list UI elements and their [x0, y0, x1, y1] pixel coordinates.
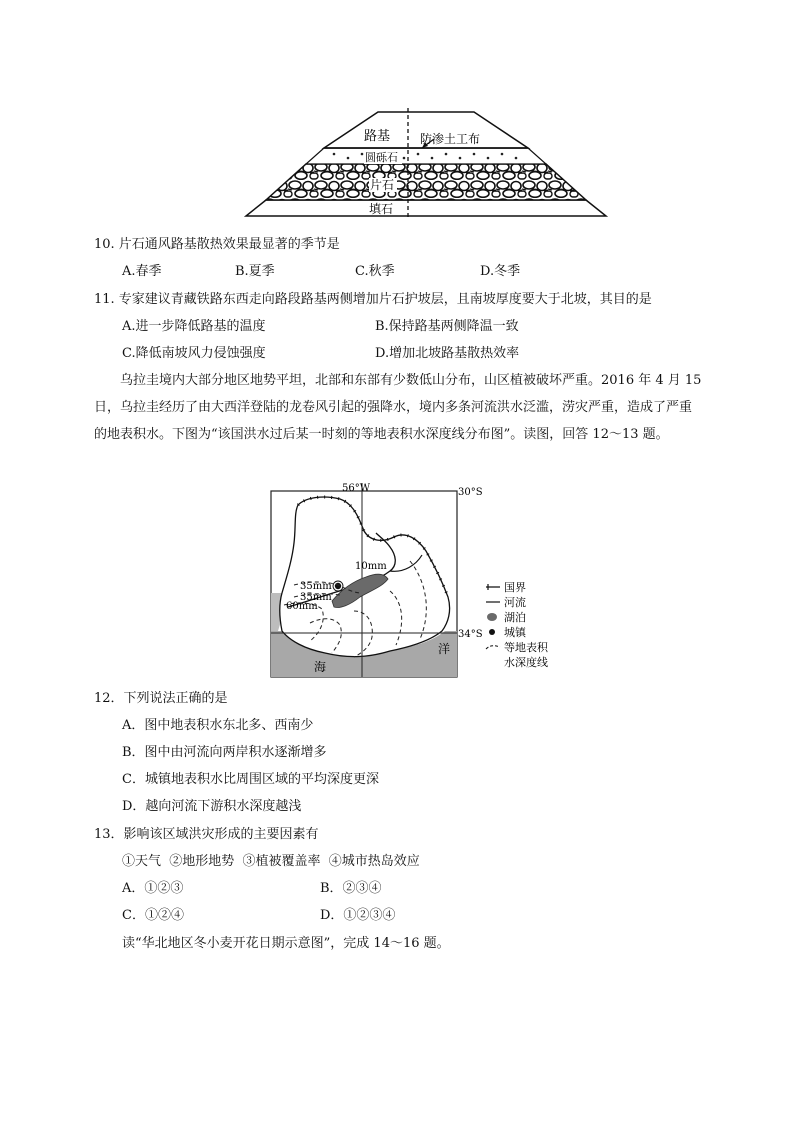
roadbed-label: 路基 — [364, 129, 391, 144]
map-legend — [486, 581, 549, 669]
q13-option-b[interactable]: B．②③④ — [320, 881, 382, 896]
legend-border: 国界 — [504, 581, 526, 594]
q13-option-a[interactable]: A．①②③ — [122, 881, 184, 896]
q11-stem: 11. 专家建议青藏铁路东西走向路段路基两侧增加片石护坡层，且南坡厚度要大于北坡，其目的是 — [94, 292, 652, 307]
legend-contour-2: 水深度线 — [504, 656, 548, 669]
stone-label: 片石 — [370, 178, 395, 192]
q12-stem: 12．下列说法正确的是 — [94, 691, 228, 706]
q12-option-c[interactable]: C．城镇地表积水比周围区域的平均深度更深 — [122, 772, 379, 787]
q13-factors: ①天气 ②地形地势 ③植被覆盖率 ④城市热岛效应 — [122, 854, 420, 869]
q11-option-a[interactable]: A.进一步降低路基的温度 — [122, 319, 266, 334]
contour-label-35a: 35mm — [300, 581, 332, 592]
q14-16-intro: 读“华北地区冬小麦开花日期示意图”，完成 14～16 题。 — [122, 936, 450, 951]
embankment-diagram — [236, 108, 616, 224]
q11-option-c[interactable]: C.降低南坡风力侵蚀强度 — [122, 346, 266, 361]
flood-map — [270, 481, 590, 679]
fill-label: 填石 — [369, 202, 394, 216]
legend-contour-1: 等地表积 — [504, 641, 548, 654]
q12-option-b[interactable]: B．图中由河流向两岸积水逐渐增多 — [122, 745, 327, 760]
legend-river: 河流 — [504, 596, 526, 609]
q13-option-c[interactable]: C．①②④ — [122, 908, 184, 923]
legend-lake: 湖泊 — [504, 611, 526, 624]
lon-label: 56°W — [342, 483, 371, 494]
uruguay-passage: 乌拉圭境内大部分地区地势平坦，北部和东部有少数低山分布，山区植被破坏严重。2016 年 4 月 15 日，乌拉圭经历了由大西洋登陆的龙卷风引起的强降水，境内多条河流洪水泛滥，涝灾严重，造成了严重的地表积水。下图为“该国洪水过后某一时刻的等地表积水深度线分布图”。读图，回答 12～13 题。 — [94, 373, 702, 442]
fill-layer — [246, 200, 606, 216]
q10-option-b[interactable]: B.夏季 — [235, 264, 275, 279]
q13-stem: 13．影响该区域洪灾形成的主要因素有 — [94, 827, 319, 842]
ocean-label: 洋 — [438, 642, 451, 656]
contour-label-60: 60mm — [286, 601, 318, 612]
geotextile-label: 防渗土工布 — [420, 132, 481, 146]
gravel-label: 圆砾石 — [365, 151, 398, 164]
q11-option-b[interactable]: B.保持路基两侧降温一致 — [375, 319, 519, 334]
q10-option-d[interactable]: D.冬季 — [480, 264, 521, 279]
q10-option-c[interactable]: C.秋季 — [355, 264, 395, 279]
lat-bottom-label: 34°S — [458, 629, 483, 640]
sea-label: 海 — [314, 660, 327, 674]
q12-option-d[interactable]: D．越向河流下游积水深度越浅 — [122, 799, 302, 814]
contour-label-10: 10mm — [355, 561, 387, 572]
gravel-layer — [306, 148, 546, 164]
q12-option-a[interactable]: A．图中地表积水东北多、西南少 — [122, 718, 314, 733]
legend-town: 城镇 — [504, 626, 526, 639]
contour-label-35b: 35mm — [300, 592, 332, 603]
stone-layer — [266, 164, 586, 200]
lat-top-label: 30°S — [458, 487, 483, 498]
q13-option-d[interactable]: D．①②③④ — [320, 908, 396, 923]
town-marker — [335, 583, 341, 589]
q11-option-d[interactable]: D.增加北坡路基散热效率 — [375, 346, 520, 361]
q10-option-a[interactable]: A.春季 — [122, 264, 162, 279]
q10-stem: 10. 片石通风路基散热效果最显著的季节是 — [94, 237, 340, 252]
